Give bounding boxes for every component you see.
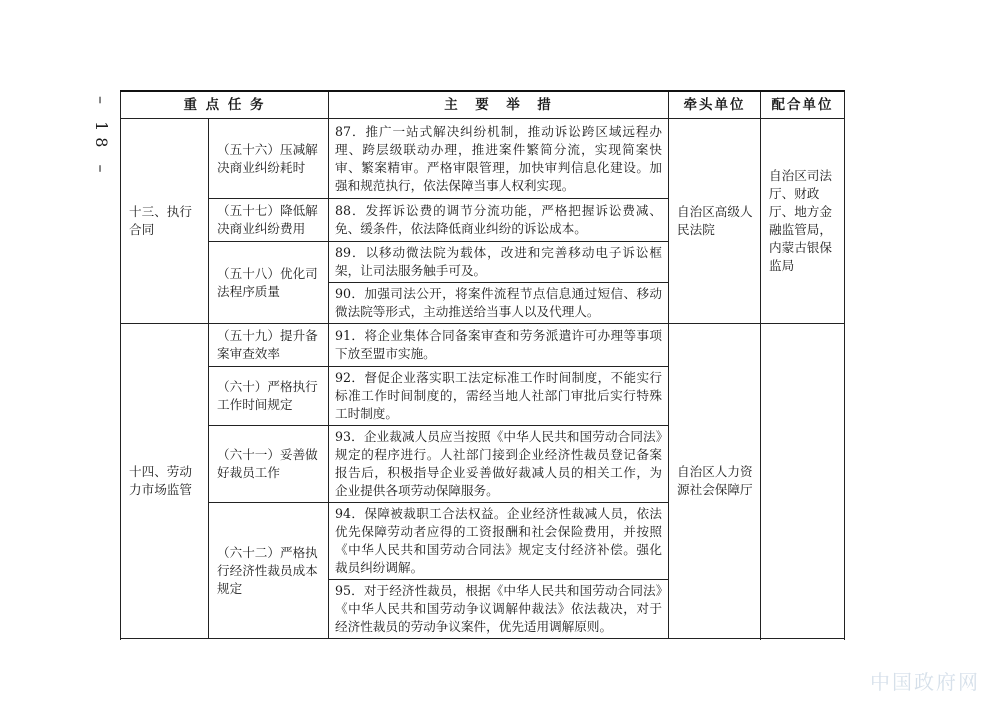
lead-unit-cell: 自治区人力资源社会保障厅 (669, 324, 761, 639)
header-main-measures: 主 要 举 措 (329, 91, 669, 119)
measure-cell: 87．推广一站式解决纠纷机制，推动诉讼跨区域远程办理、跨层级联动办理，推进案件繁简分流，实现简案快审、繁案精审。严格审限管理，加快审判信息化建设。加强和规范执行，依法保障当事人权利实现。 (329, 119, 669, 199)
task-cell: （五十八）优化司法程序质量 (209, 242, 329, 324)
task-cell: （五十九）提升备案审查效率 (209, 324, 329, 367)
measure-cell: 92．督促企业落实职工法定标准工作时间制度，不能实行标准工作时间制度的，需经当地人社部门审批后实行特殊工时制度。 (329, 367, 669, 426)
measure-cell: 88．发挥诉讼费的调节分流功能，严格把握诉讼费减、免、缓条件，依法降低商业纠纷的诉讼成本。 (329, 199, 669, 242)
watermark: 中国政府网 (870, 670, 980, 694)
table-row (121, 119, 845, 199)
measure-cell: 89．以移动微法院为载体，改进和完善移动电子诉讼框架，让司法服务触手可及。 (329, 242, 669, 283)
task-cell: （五十七）降低解决商业纠纷费用 (209, 199, 329, 242)
measure-cell: 93．企业裁减人员应当按照《中华人民共和国劳动合同法》规定的程序进行。人社部门接到企业经济性裁员登记备案报告后，积极指导企业妥善做好裁减人员的相关工作，为企业提供各项劳动保障服务。 (329, 426, 669, 503)
header-key-tasks: 重 点 任 务 (121, 91, 329, 119)
area-cell: 十三、执行合同 (121, 119, 209, 324)
lead-unit-cell: 自治区高级人民法院 (669, 119, 761, 324)
task-cell: （六十一）妥善做好裁员工作 (209, 426, 329, 503)
table-header-row (121, 91, 845, 119)
header-coop-unit: 配合单位 (761, 91, 845, 119)
page-number: – 18 – (92, 96, 111, 179)
measure-cell: 91．将企业集体合同备案审查和劳务派遣许可办理等事项下放至盟市实施。 (329, 324, 669, 367)
task-cell: （五十六）压减解决商业纠纷耗时 (209, 119, 329, 199)
measure-cell: 94．保障被裁职工合法权益。企业经济性裁减人员，依法优先保障劳动者应得的工资报酬和社会保险费用，并按照《中华人民共和国劳动合同法》规定支付经济补偿。强化裁员纠纷调解。 (329, 503, 669, 580)
task-cell: （六十）严格执行工作时间规定 (209, 367, 329, 426)
measure-cell: 95．对于经济性裁员，根据《中华人民共和国劳动合同法》《中华人民共和国劳动争议调解仲裁法》依法裁决，对于经济性裁员的劳动争议案件，优先适用调解原则。 (329, 580, 669, 639)
measure-cell: 90．加强司法公开，将案件流程节点信息通过短信、移动微法院等形式，主动推送给当事人以及代理人。 (329, 283, 669, 324)
table-row (121, 324, 845, 367)
coop-unit-cell (761, 324, 845, 639)
tasks-table (120, 90, 845, 639)
header-lead-unit: 牵头单位 (669, 91, 761, 119)
area-cell: 十四、劳动力市场监管 (121, 324, 209, 639)
coop-unit-cell: 自治区司法厅、财政厅、地方金融监管局，内蒙古银保监局 (761, 119, 845, 324)
task-cell: （六十二）严格执行经济性裁员成本规定 (209, 503, 329, 639)
